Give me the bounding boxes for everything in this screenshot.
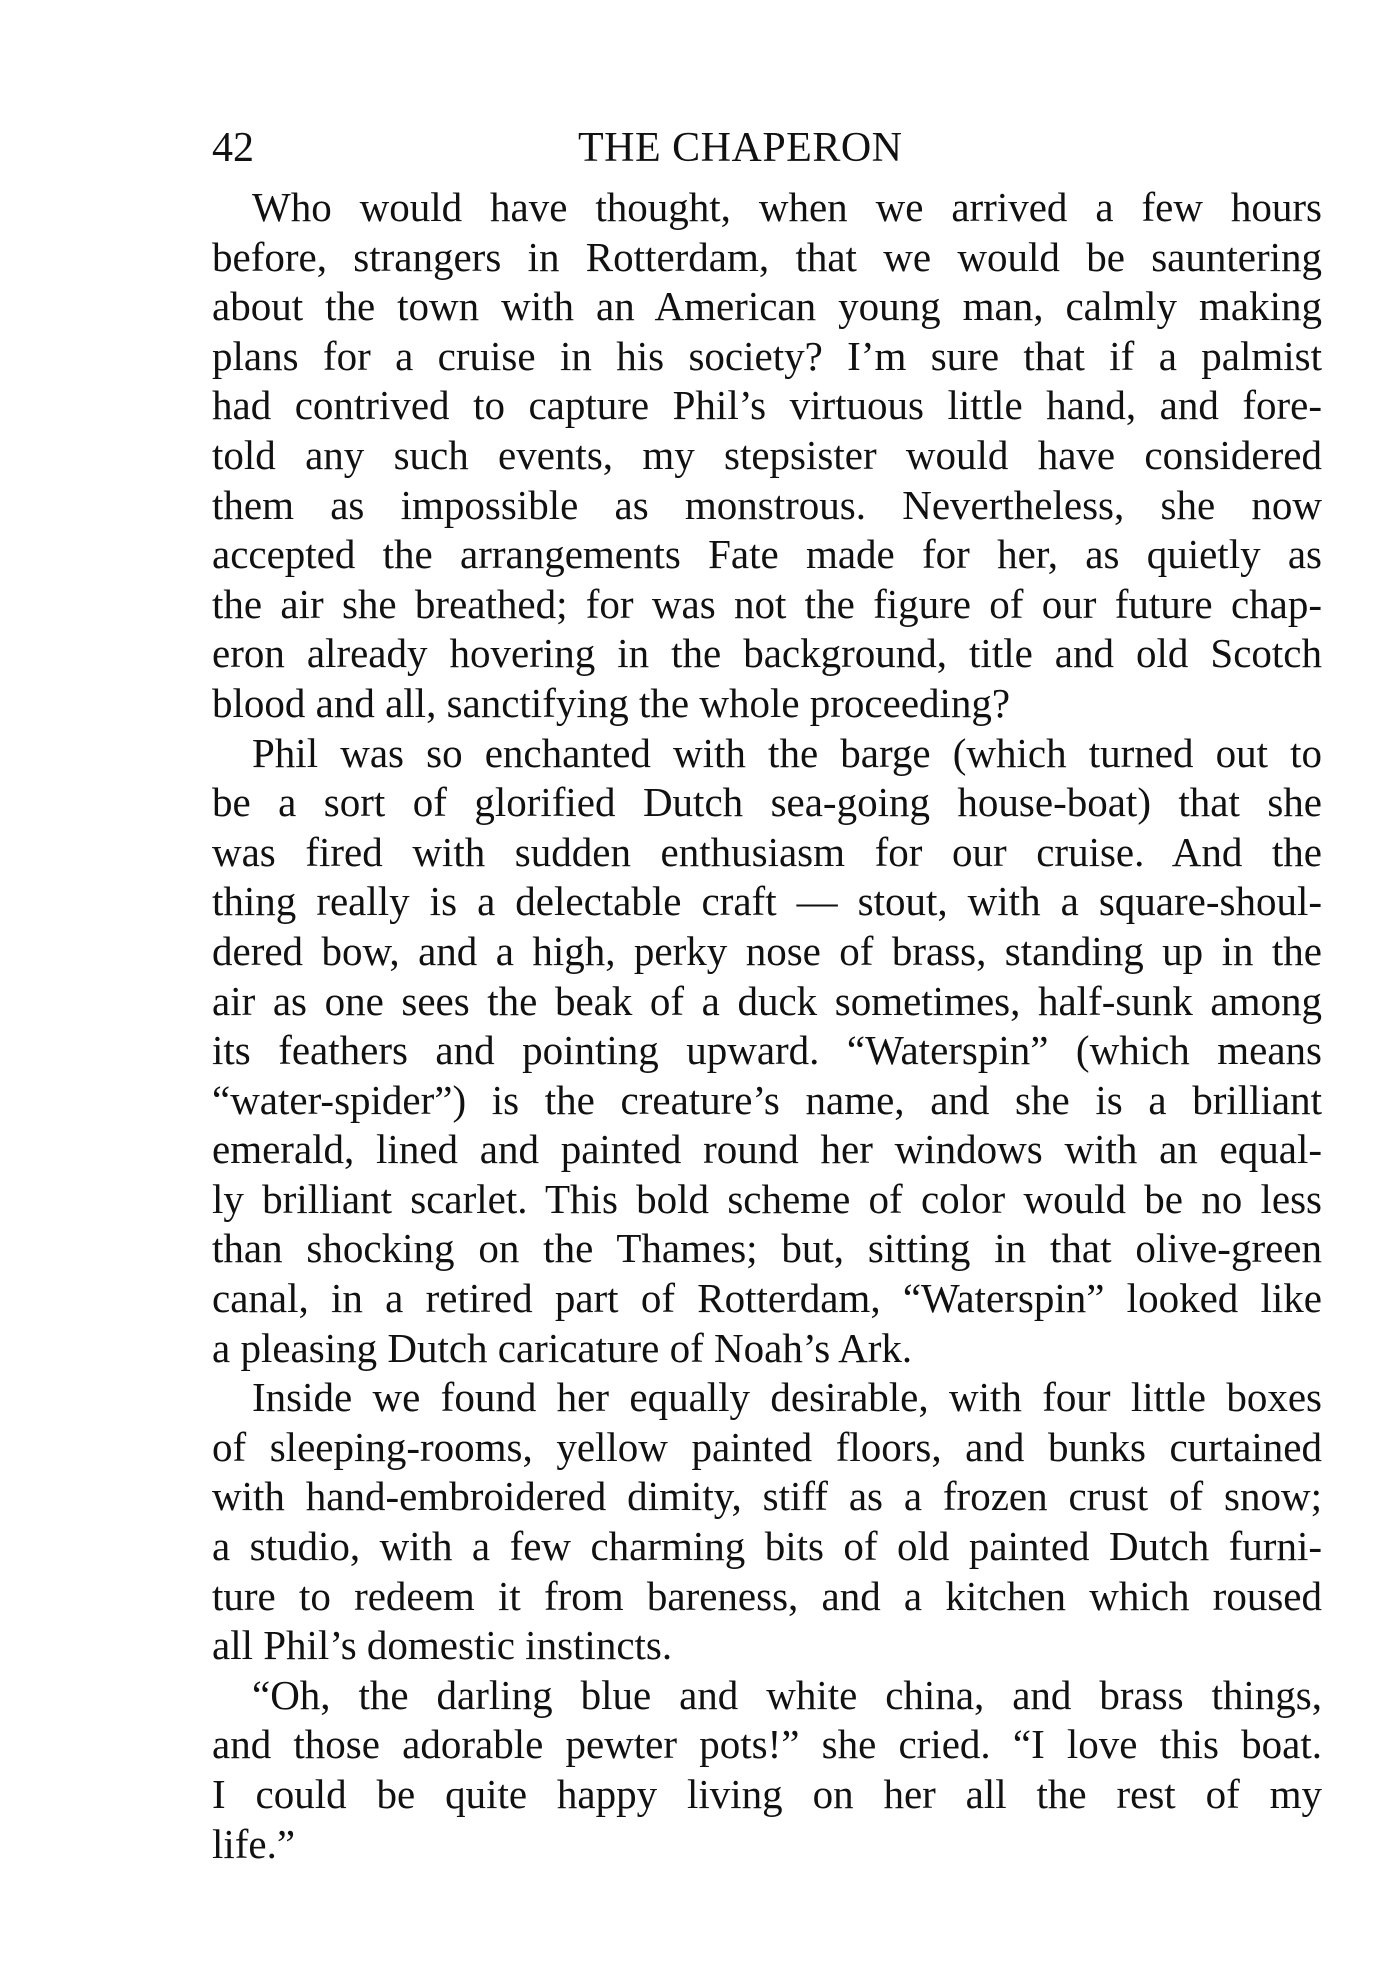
text-line: all Phil’s domestic instincts. bbox=[212, 1622, 673, 1669]
text-line: emerald, lined and painted round her windows with an equal- bbox=[212, 1126, 1322, 1173]
text-line: Inside we found her equally desirable, with four little boxes bbox=[252, 1374, 1322, 1421]
paragraph-2 bbox=[212, 729, 1322, 1374]
text-line: eron already hovering in the background, title and old Scotch bbox=[212, 630, 1322, 677]
paragraph-4 bbox=[212, 1671, 1322, 1869]
text-line: a studio, with a few charming bits of old painted Dutch furni- bbox=[212, 1523, 1322, 1570]
text-line: before, strangers in Rotterdam, that we would be sauntering bbox=[212, 233, 1322, 280]
text-line: “water-spider”) is the creature’s name, and she is a brilliant bbox=[212, 1076, 1322, 1123]
text-line: air as one sees the beak of a duck sometimes, half-sunk among bbox=[212, 977, 1322, 1024]
text-line: its feathers and pointing upward. “Waterspin” (which means bbox=[212, 1027, 1322, 1074]
paragraph-1 bbox=[212, 183, 1322, 729]
running-title: THE CHAPERON bbox=[578, 125, 903, 171]
text-line: was fired with sudden enthusiasm for our cruise. And the bbox=[212, 828, 1322, 875]
text-line: dered bow, and a high, perky nose of brass, standing up in the bbox=[212, 927, 1322, 974]
text-line: with hand-embroidered dimity, stiff as a frozen crust of snow; bbox=[212, 1473, 1322, 1520]
text-line: a pleasing Dutch caricature of Noah’s Ark. bbox=[212, 1324, 913, 1371]
text-line: ture to redeem it from bareness, and a kitchen which roused bbox=[212, 1572, 1322, 1619]
text-line: had contrived to capture Phil’s virtuous little hand, and fore- bbox=[212, 382, 1322, 429]
text-line: be a sort of glorified Dutch sea-going house-boat) that she bbox=[212, 779, 1322, 826]
page-number: 42 bbox=[212, 125, 254, 171]
text-line: plans for a cruise in his society? I’m sure that if a palmist bbox=[212, 332, 1322, 379]
text-line: of sleeping-rooms, yellow painted floors, and bunks curtained bbox=[212, 1423, 1322, 1470]
text-line: thing really is a delectable craft — stout, with a square-shoul- bbox=[212, 878, 1322, 925]
text-line: I could be quite happy living on her all the rest of my bbox=[212, 1771, 1322, 1817]
text-line: about the town with an American young man, calmly making bbox=[212, 283, 1322, 330]
text-line: ly brilliant scarlet. This bold scheme of color would be no less bbox=[212, 1175, 1322, 1222]
text-line: Who would have thought, when we arrived a few hours bbox=[252, 184, 1322, 230]
text-line: canal, in a retired part of Rotterdam, “Waterspin” looked like bbox=[212, 1275, 1322, 1322]
text-line: life.” bbox=[212, 1820, 296, 1867]
body-text bbox=[212, 183, 1322, 1869]
text-line: accepted the arrangements Fate made for her, as quietly as bbox=[212, 531, 1322, 578]
text-line: than shocking on the Thames; but, sitting in that olive-green bbox=[212, 1225, 1322, 1272]
text-line: and those adorable pewter pots!” she cried. “I love this boat. bbox=[212, 1721, 1322, 1768]
text-line: told any such events, my stepsister would have considered bbox=[212, 431, 1322, 478]
text-line: blood and all, sanctifying the whole proceeding? bbox=[212, 679, 1011, 726]
text-line: Phil was so enchanted with the barge (which turned out to bbox=[252, 729, 1322, 776]
text-line: “Oh, the darling blue and white china, and brass things, bbox=[252, 1671, 1322, 1718]
text-line: the air she breathed; for was not the figure of our future chap- bbox=[212, 580, 1322, 627]
page-header bbox=[212, 118, 1322, 178]
paragraph-3 bbox=[212, 1373, 1322, 1671]
text-line: them as impossible as monstrous. Nevertheless, she now bbox=[212, 481, 1322, 528]
